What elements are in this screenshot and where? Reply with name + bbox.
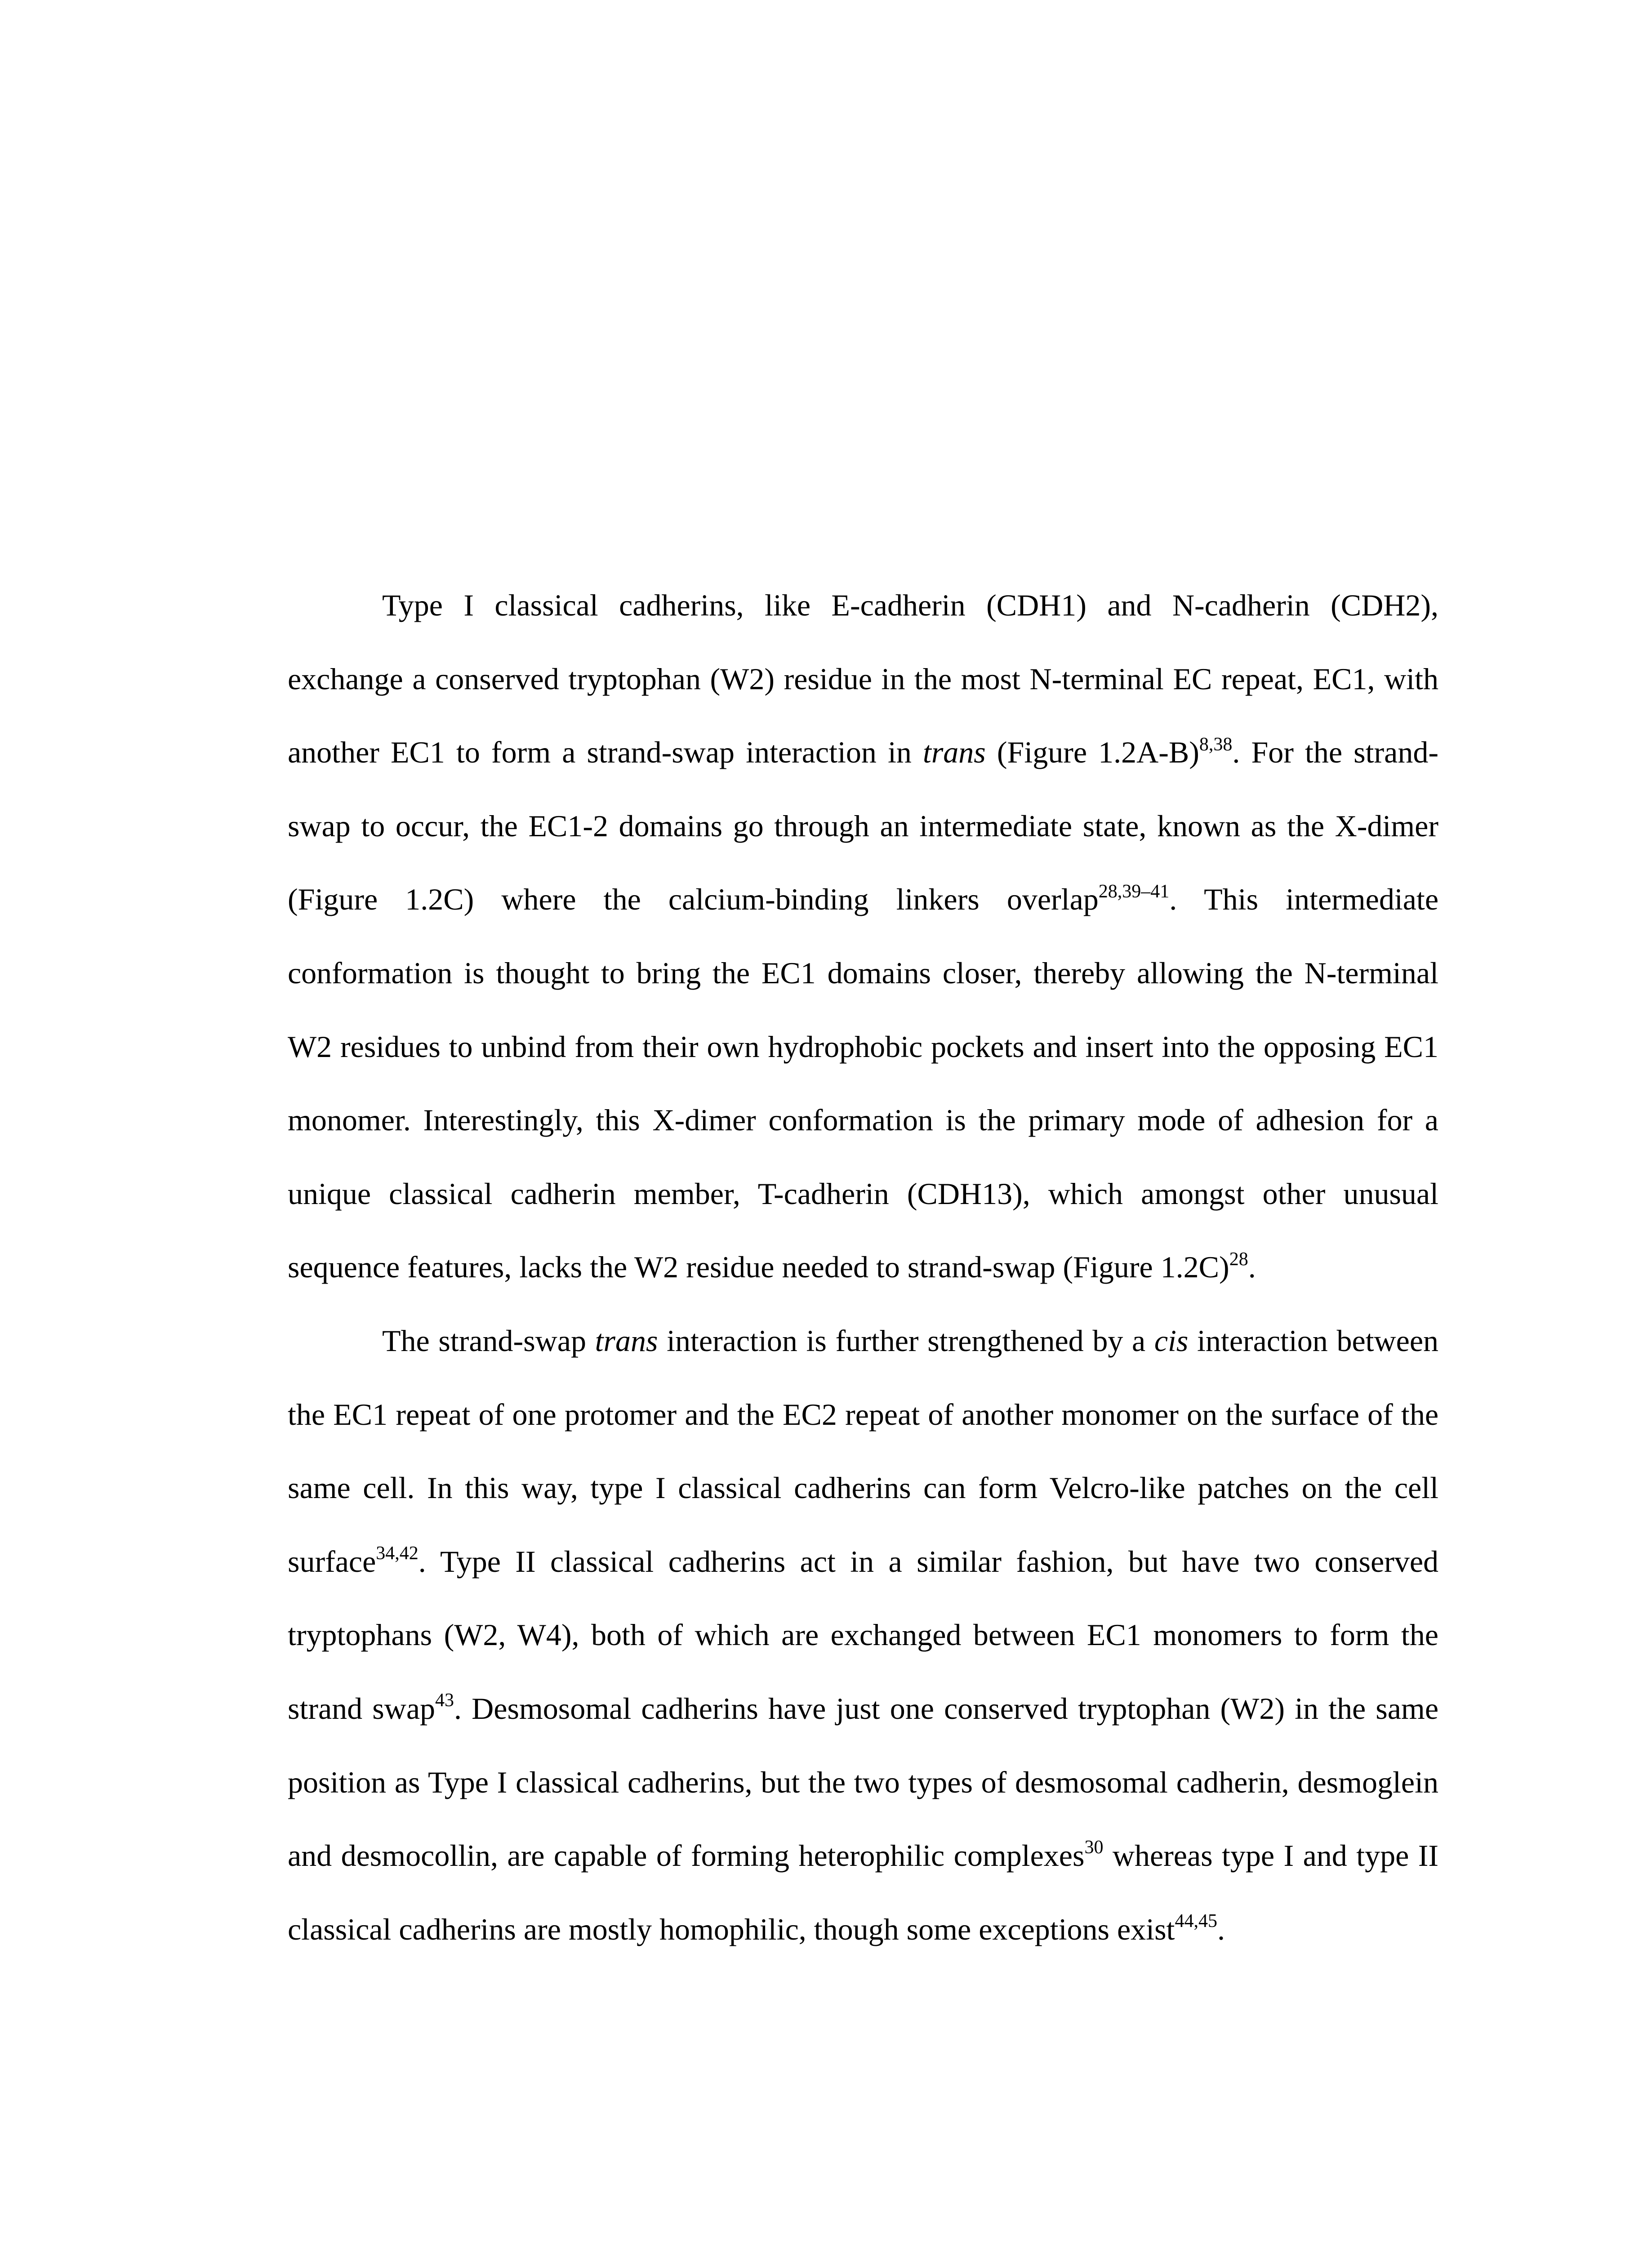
text-run: . xyxy=(1217,1912,1225,1946)
text-run: (Figure 1.2A-B) xyxy=(985,735,1199,770)
text-run: Type I classical cadherins, like E-cadherin (CDH1) and N-cadherin (CDH2), exchange a conserved tryptophan (W2) residue in the most N-terminal EC repeat, EC1, with another EC1 to form a strand-swap interaction in xyxy=(288,588,1438,770)
italic-term: trans xyxy=(922,735,986,770)
citation-superscript: 43 xyxy=(435,1690,454,1711)
citation-superscript: 28,39–41 xyxy=(1098,881,1170,902)
text-run: The strand-swap xyxy=(382,1323,595,1358)
body-text xyxy=(288,569,1438,1966)
paragraph xyxy=(288,569,1438,1304)
citation-superscript: 30 xyxy=(1084,1837,1104,1858)
citation-superscript: 44,45 xyxy=(1175,1911,1217,1932)
text-run: . xyxy=(1248,1250,1256,1285)
citation-superscript: 34,42 xyxy=(376,1543,419,1564)
italic-term: cis xyxy=(1154,1323,1189,1358)
text-run: interaction between the EC1 repeat of one protomer and the EC2 repeat of another monomer on the surface of the same cell. In this way, type I classical cadherins can form Velcro-like patches on the cell surface xyxy=(288,1323,1439,1579)
text-run: . For the strand-swap to occur, the EC1-2 domains go through an intermediate state, known as the X-dimer (Figure 1.2C) where the calcium-binding linkers overlap xyxy=(288,735,1439,917)
italic-term: trans xyxy=(595,1323,658,1358)
text-run: . Desmosomal cadherins have just one conserved tryptophan (W2) in the same position as Type I classical cadherins, but the two types of desmosomal cadherin, desmoglein and desmocollin, are capable of forming heterophilic complexes xyxy=(288,1691,1438,1873)
citation-superscript: 8,38 xyxy=(1199,734,1233,755)
text-run: whereas type I and type II classical cadherins are mostly homophilic, though some exceptions exist xyxy=(288,1838,1438,1946)
text-run: . Type II classical cadherins act in a similar fashion, but have two conserved tryptophans (W2, W4), both of which are exchanged between EC1 monomers to form the strand swap xyxy=(288,1544,1438,1726)
text-run: . This intermediate conformation is thought to bring the EC1 domains closer, thereby allowing the N-terminal W2 residues to unbind from their own hydrophobic pockets and insert into the opposing EC1 monomer. Interestingly, this X-dimer conformation is the primary mode of adhesion for a unique classical cadherin member, T-cadherin (CDH13), which amongst other unusual sequence features, lacks the W2 residue needed to strand-swap (Figure 1.2C) xyxy=(288,882,1438,1285)
text-run: interaction is further strengthened by a xyxy=(658,1323,1154,1358)
paragraph xyxy=(288,1304,1438,1966)
citation-superscript: 28 xyxy=(1229,1249,1248,1270)
